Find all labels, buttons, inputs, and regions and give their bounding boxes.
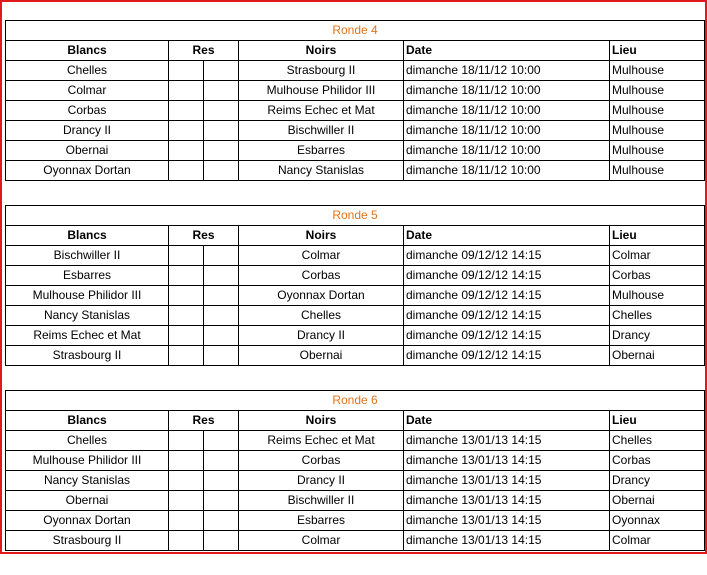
cell-blancs: Reims Echec et Mat xyxy=(6,326,169,346)
cell-lieu: Mulhouse xyxy=(610,101,705,121)
header-row xyxy=(6,41,705,61)
header-lieu: Lieu xyxy=(610,41,705,61)
table-row xyxy=(6,451,705,471)
table-row xyxy=(6,491,705,511)
cell-res-white xyxy=(169,531,204,551)
cell-blancs: Obernai xyxy=(6,141,169,161)
cell-res-black xyxy=(204,491,239,511)
cell-res-white xyxy=(169,431,204,451)
round-title: Ronde 6 xyxy=(6,391,705,411)
cell-res-black xyxy=(204,451,239,471)
round-table xyxy=(5,390,705,551)
cell-blancs: Bischwiller II xyxy=(6,246,169,266)
cell-noirs: Reims Echec et Mat xyxy=(239,101,404,121)
round-title: Ronde 5 xyxy=(6,206,705,226)
cell-res-black xyxy=(204,431,239,451)
cell-res-black xyxy=(204,141,239,161)
cell-lieu: Colmar xyxy=(610,246,705,266)
cell-date: dimanche 09/12/12 14:15 xyxy=(404,306,610,326)
cell-date: dimanche 09/12/12 14:15 xyxy=(404,246,610,266)
cell-res-white xyxy=(169,121,204,141)
cell-date: dimanche 09/12/12 14:15 xyxy=(404,286,610,306)
cell-res-black xyxy=(204,61,239,81)
header-blancs: Blancs xyxy=(6,411,169,431)
table-row xyxy=(6,266,705,286)
cell-date: dimanche 18/11/12 10:00 xyxy=(404,61,610,81)
cell-lieu: Mulhouse xyxy=(610,286,705,306)
cell-lieu: Chelles xyxy=(610,306,705,326)
cell-noirs: Bischwiller II xyxy=(239,491,404,511)
round-title-row xyxy=(6,206,705,226)
cell-lieu: Corbas xyxy=(610,451,705,471)
cell-date: dimanche 18/11/12 10:00 xyxy=(404,101,610,121)
table-row xyxy=(6,101,705,121)
cell-lieu: Mulhouse xyxy=(610,121,705,141)
header-noirs: Noirs xyxy=(239,411,404,431)
header-lieu: Lieu xyxy=(610,226,705,246)
cell-blancs: Esbarres xyxy=(6,266,169,286)
cell-lieu: Corbas xyxy=(610,266,705,286)
rounds-container xyxy=(5,20,704,575)
cell-blancs: Mulhouse Philidor III xyxy=(6,451,169,471)
round-table xyxy=(5,205,705,366)
cell-res-white xyxy=(169,491,204,511)
cell-res-black xyxy=(204,346,239,366)
table-row xyxy=(6,286,705,306)
cell-noirs: Colmar xyxy=(239,531,404,551)
cell-blancs: Drancy II xyxy=(6,121,169,141)
table-row xyxy=(6,346,705,366)
cell-res-white xyxy=(169,346,204,366)
cell-date: dimanche 13/01/13 14:15 xyxy=(404,471,610,491)
cell-lieu: Colmar xyxy=(610,531,705,551)
table-row xyxy=(6,431,705,451)
cell-res-white xyxy=(169,451,204,471)
cell-res-black xyxy=(204,326,239,346)
cell-res-black xyxy=(204,471,239,491)
cell-res-white xyxy=(169,326,204,346)
cell-date: dimanche 09/12/12 14:15 xyxy=(404,326,610,346)
cell-res-black xyxy=(204,101,239,121)
cell-noirs: Oyonnax Dortan xyxy=(239,286,404,306)
cell-blancs: Mulhouse Philidor III xyxy=(6,286,169,306)
cell-lieu: Mulhouse xyxy=(610,141,705,161)
cell-noirs: Corbas xyxy=(239,451,404,471)
cell-res-white xyxy=(169,306,204,326)
cell-date: dimanche 09/12/12 14:15 xyxy=(404,346,610,366)
table-row xyxy=(6,81,705,101)
cell-lieu: Drancy xyxy=(610,471,705,491)
header-lieu: Lieu xyxy=(610,411,705,431)
table-row xyxy=(6,161,705,181)
header-date: Date xyxy=(404,411,610,431)
cell-lieu: Drancy xyxy=(610,326,705,346)
cell-date: dimanche 18/11/12 10:00 xyxy=(404,161,610,181)
cell-lieu: Obernai xyxy=(610,491,705,511)
cell-res-black xyxy=(204,531,239,551)
cell-blancs: Corbas xyxy=(6,101,169,121)
cell-res-white xyxy=(169,511,204,531)
header-res: Res xyxy=(169,411,239,431)
header-res: Res xyxy=(169,41,239,61)
cell-date: dimanche 13/01/13 14:15 xyxy=(404,531,610,551)
cell-date: dimanche 13/01/13 14:15 xyxy=(404,511,610,531)
table-row xyxy=(6,531,705,551)
cell-noirs: Mulhouse Philidor III xyxy=(239,81,404,101)
cell-res-white xyxy=(169,471,204,491)
cell-noirs: Chelles xyxy=(239,306,404,326)
cell-noirs: Colmar xyxy=(239,246,404,266)
header-res: Res xyxy=(169,226,239,246)
cell-date: dimanche 13/01/13 14:15 xyxy=(404,491,610,511)
cell-blancs: Strasbourg II xyxy=(6,531,169,551)
cell-noirs: Drancy II xyxy=(239,471,404,491)
header-blancs: Blancs xyxy=(6,226,169,246)
cell-lieu: Obernai xyxy=(610,346,705,366)
cell-lieu: Mulhouse xyxy=(610,81,705,101)
cell-lieu: Oyonnax xyxy=(610,511,705,531)
cell-blancs: Oyonnax Dortan xyxy=(6,511,169,531)
cell-res-white xyxy=(169,266,204,286)
cell-res-white xyxy=(169,81,204,101)
table-row xyxy=(6,511,705,531)
cell-res-black xyxy=(204,121,239,141)
table-row xyxy=(6,471,705,491)
header-noirs: Noirs xyxy=(239,226,404,246)
cell-noirs: Nancy Stanislas xyxy=(239,161,404,181)
cell-date: dimanche 18/11/12 10:00 xyxy=(404,81,610,101)
header-date: Date xyxy=(404,226,610,246)
cell-res-white xyxy=(169,61,204,81)
cell-date: dimanche 18/11/12 10:00 xyxy=(404,121,610,141)
header-noirs: Noirs xyxy=(239,41,404,61)
round-title-row xyxy=(6,21,705,41)
header-row xyxy=(6,226,705,246)
cell-res-black xyxy=(204,161,239,181)
cell-res-black xyxy=(204,246,239,266)
round-title-row xyxy=(6,391,705,411)
cell-blancs: Strasbourg II xyxy=(6,346,169,366)
cell-blancs: Nancy Stanislas xyxy=(6,306,169,326)
cell-noirs: Strasbourg II xyxy=(239,61,404,81)
cell-res-white xyxy=(169,101,204,121)
cell-res-black xyxy=(204,266,239,286)
cell-noirs: Esbarres xyxy=(239,141,404,161)
cell-res-white xyxy=(169,246,204,266)
cell-date: dimanche 13/01/13 14:15 xyxy=(404,431,610,451)
cell-res-white xyxy=(169,161,204,181)
cell-res-black xyxy=(204,306,239,326)
cell-blancs: Chelles xyxy=(6,431,169,451)
table-row xyxy=(6,121,705,141)
round-title: Ronde 4 xyxy=(6,21,705,41)
header-date: Date xyxy=(404,41,610,61)
table-row xyxy=(6,306,705,326)
cell-blancs: Obernai xyxy=(6,491,169,511)
cell-noirs: Drancy II xyxy=(239,326,404,346)
cell-noirs: Obernai xyxy=(239,346,404,366)
table-row xyxy=(6,61,705,81)
cell-noirs: Reims Echec et Mat xyxy=(239,431,404,451)
table-row xyxy=(6,326,705,346)
table-row xyxy=(6,141,705,161)
round-table xyxy=(5,20,705,181)
cell-blancs: Nancy Stanislas xyxy=(6,471,169,491)
cell-blancs: Oyonnax Dortan xyxy=(6,161,169,181)
cell-noirs: Bischwiller II xyxy=(239,121,404,141)
cell-blancs: Colmar xyxy=(6,81,169,101)
header-row xyxy=(6,411,705,431)
cell-res-white xyxy=(169,141,204,161)
table-row xyxy=(6,246,705,266)
cell-date: dimanche 13/01/13 14:15 xyxy=(404,451,610,471)
cell-blancs: Chelles xyxy=(6,61,169,81)
cell-res-black xyxy=(204,286,239,306)
header-blancs: Blancs xyxy=(6,41,169,61)
cell-noirs: Corbas xyxy=(239,266,404,286)
cell-res-black xyxy=(204,511,239,531)
cell-res-white xyxy=(169,286,204,306)
cell-lieu: Mulhouse xyxy=(610,61,705,81)
cell-noirs: Esbarres xyxy=(239,511,404,531)
cell-lieu: Mulhouse xyxy=(610,161,705,181)
cell-date: dimanche 18/11/12 10:00 xyxy=(404,141,610,161)
cell-date: dimanche 09/12/12 14:15 xyxy=(404,266,610,286)
cell-lieu: Chelles xyxy=(610,431,705,451)
cell-res-black xyxy=(204,81,239,101)
